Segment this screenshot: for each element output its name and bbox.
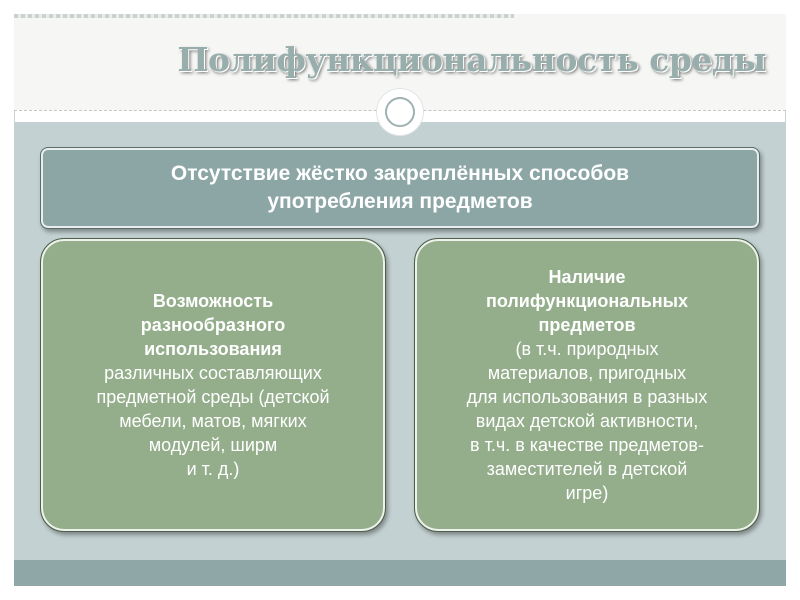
right-box-text-line: игре)	[565, 483, 609, 503]
left-info-box	[40, 238, 386, 532]
header-box	[40, 147, 760, 229]
left-box-text-line: мебели, матов, мягких	[119, 411, 307, 431]
right-box-text-line: в т.ч. в качестве предметов-	[470, 435, 704, 455]
left-box-heading-line: Возможность	[152, 291, 274, 311]
right-box-text-line: (в т.ч. природных	[515, 339, 659, 359]
right-info-box	[414, 238, 760, 532]
left-box-heading-line: разнообразного	[140, 315, 286, 335]
decorative-strip	[14, 14, 514, 18]
right-box-text-line: видах детской активности,	[475, 411, 699, 431]
slide-title: Полифункциональность среды	[177, 40, 766, 79]
left-box-heading-line: использования	[144, 339, 282, 359]
left-box-text-line: предметной среды (детской	[96, 387, 330, 407]
left-box-text-line: различных составляющих	[104, 363, 322, 383]
header-line-2: употребления предметов	[267, 190, 533, 213]
right-box-heading-line: предметов	[538, 315, 636, 335]
right-box-heading-line: полифункциональных	[485, 291, 689, 311]
bottom-bar	[14, 560, 786, 586]
right-box-text-line: заместителей в детской	[486, 459, 688, 479]
circle-ornament-ring	[385, 97, 415, 127]
right-box-text-line: материалов, пригодных	[487, 363, 687, 383]
left-box-text-line: модулей, ширм	[148, 435, 278, 455]
header-line-1: Отсутствие жёстко закреплённых способов	[170, 162, 630, 185]
right-box-text-line: для использования в разных	[466, 387, 708, 407]
right-box-heading-line: Наличие	[548, 267, 626, 287]
left-box-text-line: и т. д.)	[186, 459, 240, 479]
circle-ornament-icon	[376, 88, 424, 136]
